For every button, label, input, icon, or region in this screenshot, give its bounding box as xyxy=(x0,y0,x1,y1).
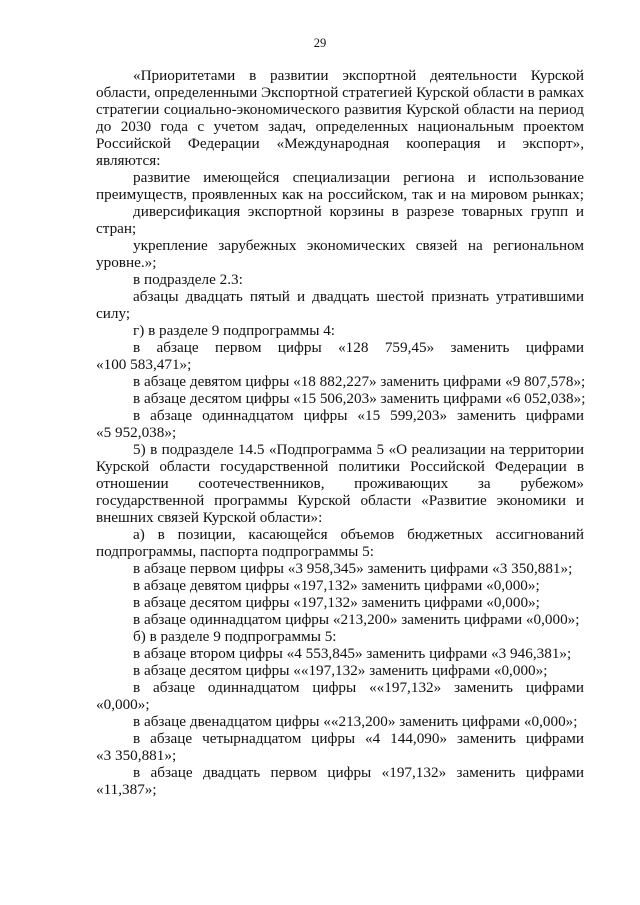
text-line: внешних связей Курской области»: xyxy=(96,509,323,526)
text-line: «Приоритетами в развитии экспортной деятельности Курской xyxy=(133,67,584,84)
text-line: укрепление зарубежных экономических связей на региональном xyxy=(133,237,584,254)
text-line: в абзаце первом цифры «128 759,45» заменить цифрами xyxy=(133,339,584,356)
text-line: в абзаце десятом цифры ««197,132» заменить цифрами «0,000»; xyxy=(133,662,548,679)
text-line: 5) в подразделе 14.5 «Подпрограмма 5 «О реализации на территории xyxy=(133,441,584,458)
text-line: уровне.»; xyxy=(96,254,157,271)
text-line: области, определенными Экспортной стратегией Курской области в рамках xyxy=(96,84,585,101)
text-line: г) в разделе 9 подпрограммы 4: xyxy=(133,322,336,339)
text-line: в абзаце девятом цифры «197,132» заменить цифрами «0,000»; xyxy=(133,577,540,594)
page-number: 29 xyxy=(313,36,327,50)
text-line: в абзаце двадцать первом цифры «197,132» заменить цифрами xyxy=(133,764,584,781)
text-line: преимуществ, проявленных как на российском, так и на мировом рынках; xyxy=(96,186,584,203)
text-line: являются: xyxy=(96,152,161,169)
text-line: «100 583,471»; xyxy=(96,356,192,373)
text-line: стран; xyxy=(96,220,137,237)
text-line: развитие имеющейся специализации региона и использование xyxy=(133,169,584,186)
text-line: в абзаце четырнадцатом цифры «4 144,090» заменить цифрами xyxy=(133,730,584,747)
text-line: а) в позиции, касающейся объемов бюджетных ассигнований xyxy=(133,526,584,543)
text-line: стратегии социально-экономического развития Курской области на период xyxy=(96,101,584,118)
text-line: «0,000»; xyxy=(96,696,150,713)
text-line: государственной программы Курской области «Развитие экономики и xyxy=(96,492,584,509)
text-line: в подразделе 2.3: xyxy=(133,271,243,288)
text-line: силу; xyxy=(96,305,131,322)
text-line: в абзаце одиннадцатом цифры «213,200» заменить цифрами «0,000»; xyxy=(133,611,580,628)
text-line: в абзаце десятом цифры «15 506,203» заменить цифрами «6 052,038»; xyxy=(133,390,586,407)
text-line: в абзаце втором цифры «4 553,845» заменить цифрами «3 946,381»; xyxy=(133,645,572,662)
text-line: «11,387»; xyxy=(96,781,157,798)
text-line: в абзаце двенадцатом цифры ««213,200» заменить цифрами «0,000»; xyxy=(133,713,578,730)
text-line: отношении соотечественников, проживающих за рубежом» xyxy=(96,475,584,492)
text-line: Курской области государственной политики Российской Федерации в xyxy=(96,458,584,475)
text-line: до 2030 года с учетом задач, определенных национальным проектом xyxy=(96,118,584,135)
text-line: подпрограммы, паспорта подпрограммы 5: xyxy=(96,543,374,560)
text-line: Российской Федерации «Международная кооперация и экспорт», xyxy=(96,135,584,152)
text-line: в абзаце одиннадцатом цифры «15 599,203» заменить цифрами xyxy=(133,407,584,424)
text-line: в абзаце девятом цифры «18 882,227» заменить цифрами «9 807,578»; xyxy=(133,373,586,390)
text-line: в абзаце десятом цифры «197,132» заменить цифрами «0,000»; xyxy=(133,594,540,611)
text-line: «3 350,881»; xyxy=(96,747,177,764)
text-line: абзацы двадцать пятый и двадцать шестой признать утратившими xyxy=(133,288,584,305)
text-line: в абзаце первом цифры «3 958,345» заменить цифрами «3 350,881»; xyxy=(133,560,573,577)
text-line: б) в разделе 9 подпрограммы 5: xyxy=(133,628,337,645)
text-line: в абзаце одиннадцатом цифры ««197,132» заменить цифрами xyxy=(133,679,584,696)
text-line: «5 952,038»; xyxy=(96,424,177,441)
text-line: диверсификация экспортной корзины в разрезе товарных групп и xyxy=(133,203,584,220)
